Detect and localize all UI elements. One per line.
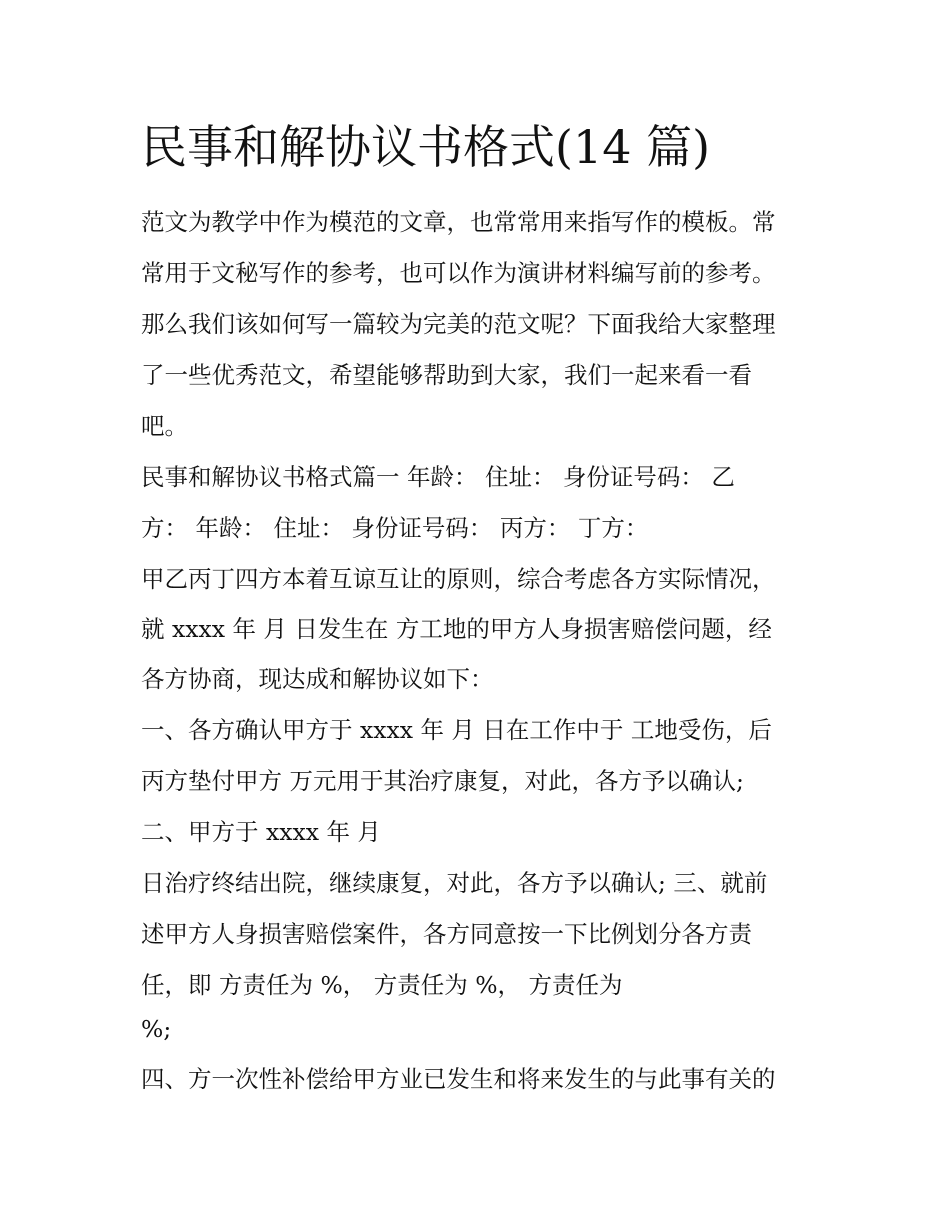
paragraph-line: 四、方一次性补偿给甲方业已发生和将来发生的与此事有关的 — [141, 1065, 776, 1093]
paragraph-line: 二、甲方于 xxxx 年 月 — [141, 818, 381, 846]
paragraph-line: 丙方垫付甲方 万元用于其治疗康复，对此，各方予以确认; — [141, 767, 744, 795]
paragraph-line: 述甲方人身损害赔偿案件，各方同意按一下比例划分各方责 — [141, 920, 752, 948]
paragraph-line: 吧。 — [141, 412, 188, 440]
paragraph-line: 方： 年龄： 住址： 身份证号码： 丙方： 丁方： — [141, 514, 649, 542]
paragraph-line: 就 xxxx 年 月 日发生在 方工地的甲方人身损害赔偿问题，经 — [141, 615, 772, 643]
paragraph-line: 任，即 方责任为 %， 方责任为 %， 方责任为 — [141, 971, 623, 999]
document-title: 民事和解协议书格式(14 篇) — [141, 120, 711, 174]
paragraph-line: 常用于文秘写作的参考，也可以作为演讲材料编写前的参考。 — [141, 259, 776, 287]
paragraph-line: 范文为教学中作为模范的文章，也常常用来指写作的模板。常 — [141, 208, 776, 236]
paragraph-line: 了一些优秀范文，希望能够帮助到大家，我们一起来看一看 — [141, 361, 752, 389]
paragraph-line: 日治疗终结出院，继续康复，对此，各方予以确认; 三、就前 — [141, 869, 768, 897]
paragraph-line: 一、各方确认甲方于 xxxx 年 月 日在工作中于 工地受伤，后 — [141, 716, 772, 744]
paragraph-line: 那么我们该如何写一篇较为完美的范文呢？下面我给大家整理 — [141, 310, 776, 338]
paragraph-line: 各方协商，现达成和解协议如下： — [141, 665, 494, 693]
paragraph-line: %; — [141, 1015, 172, 1043]
paragraph-line: 民事和解协议书格式篇一 年龄： 住址： 身份证号码： 乙 — [141, 463, 735, 491]
paragraph-line: 甲乙丙丁四方本着互谅互让的原则，综合考虑各方实际情况， — [141, 565, 776, 593]
